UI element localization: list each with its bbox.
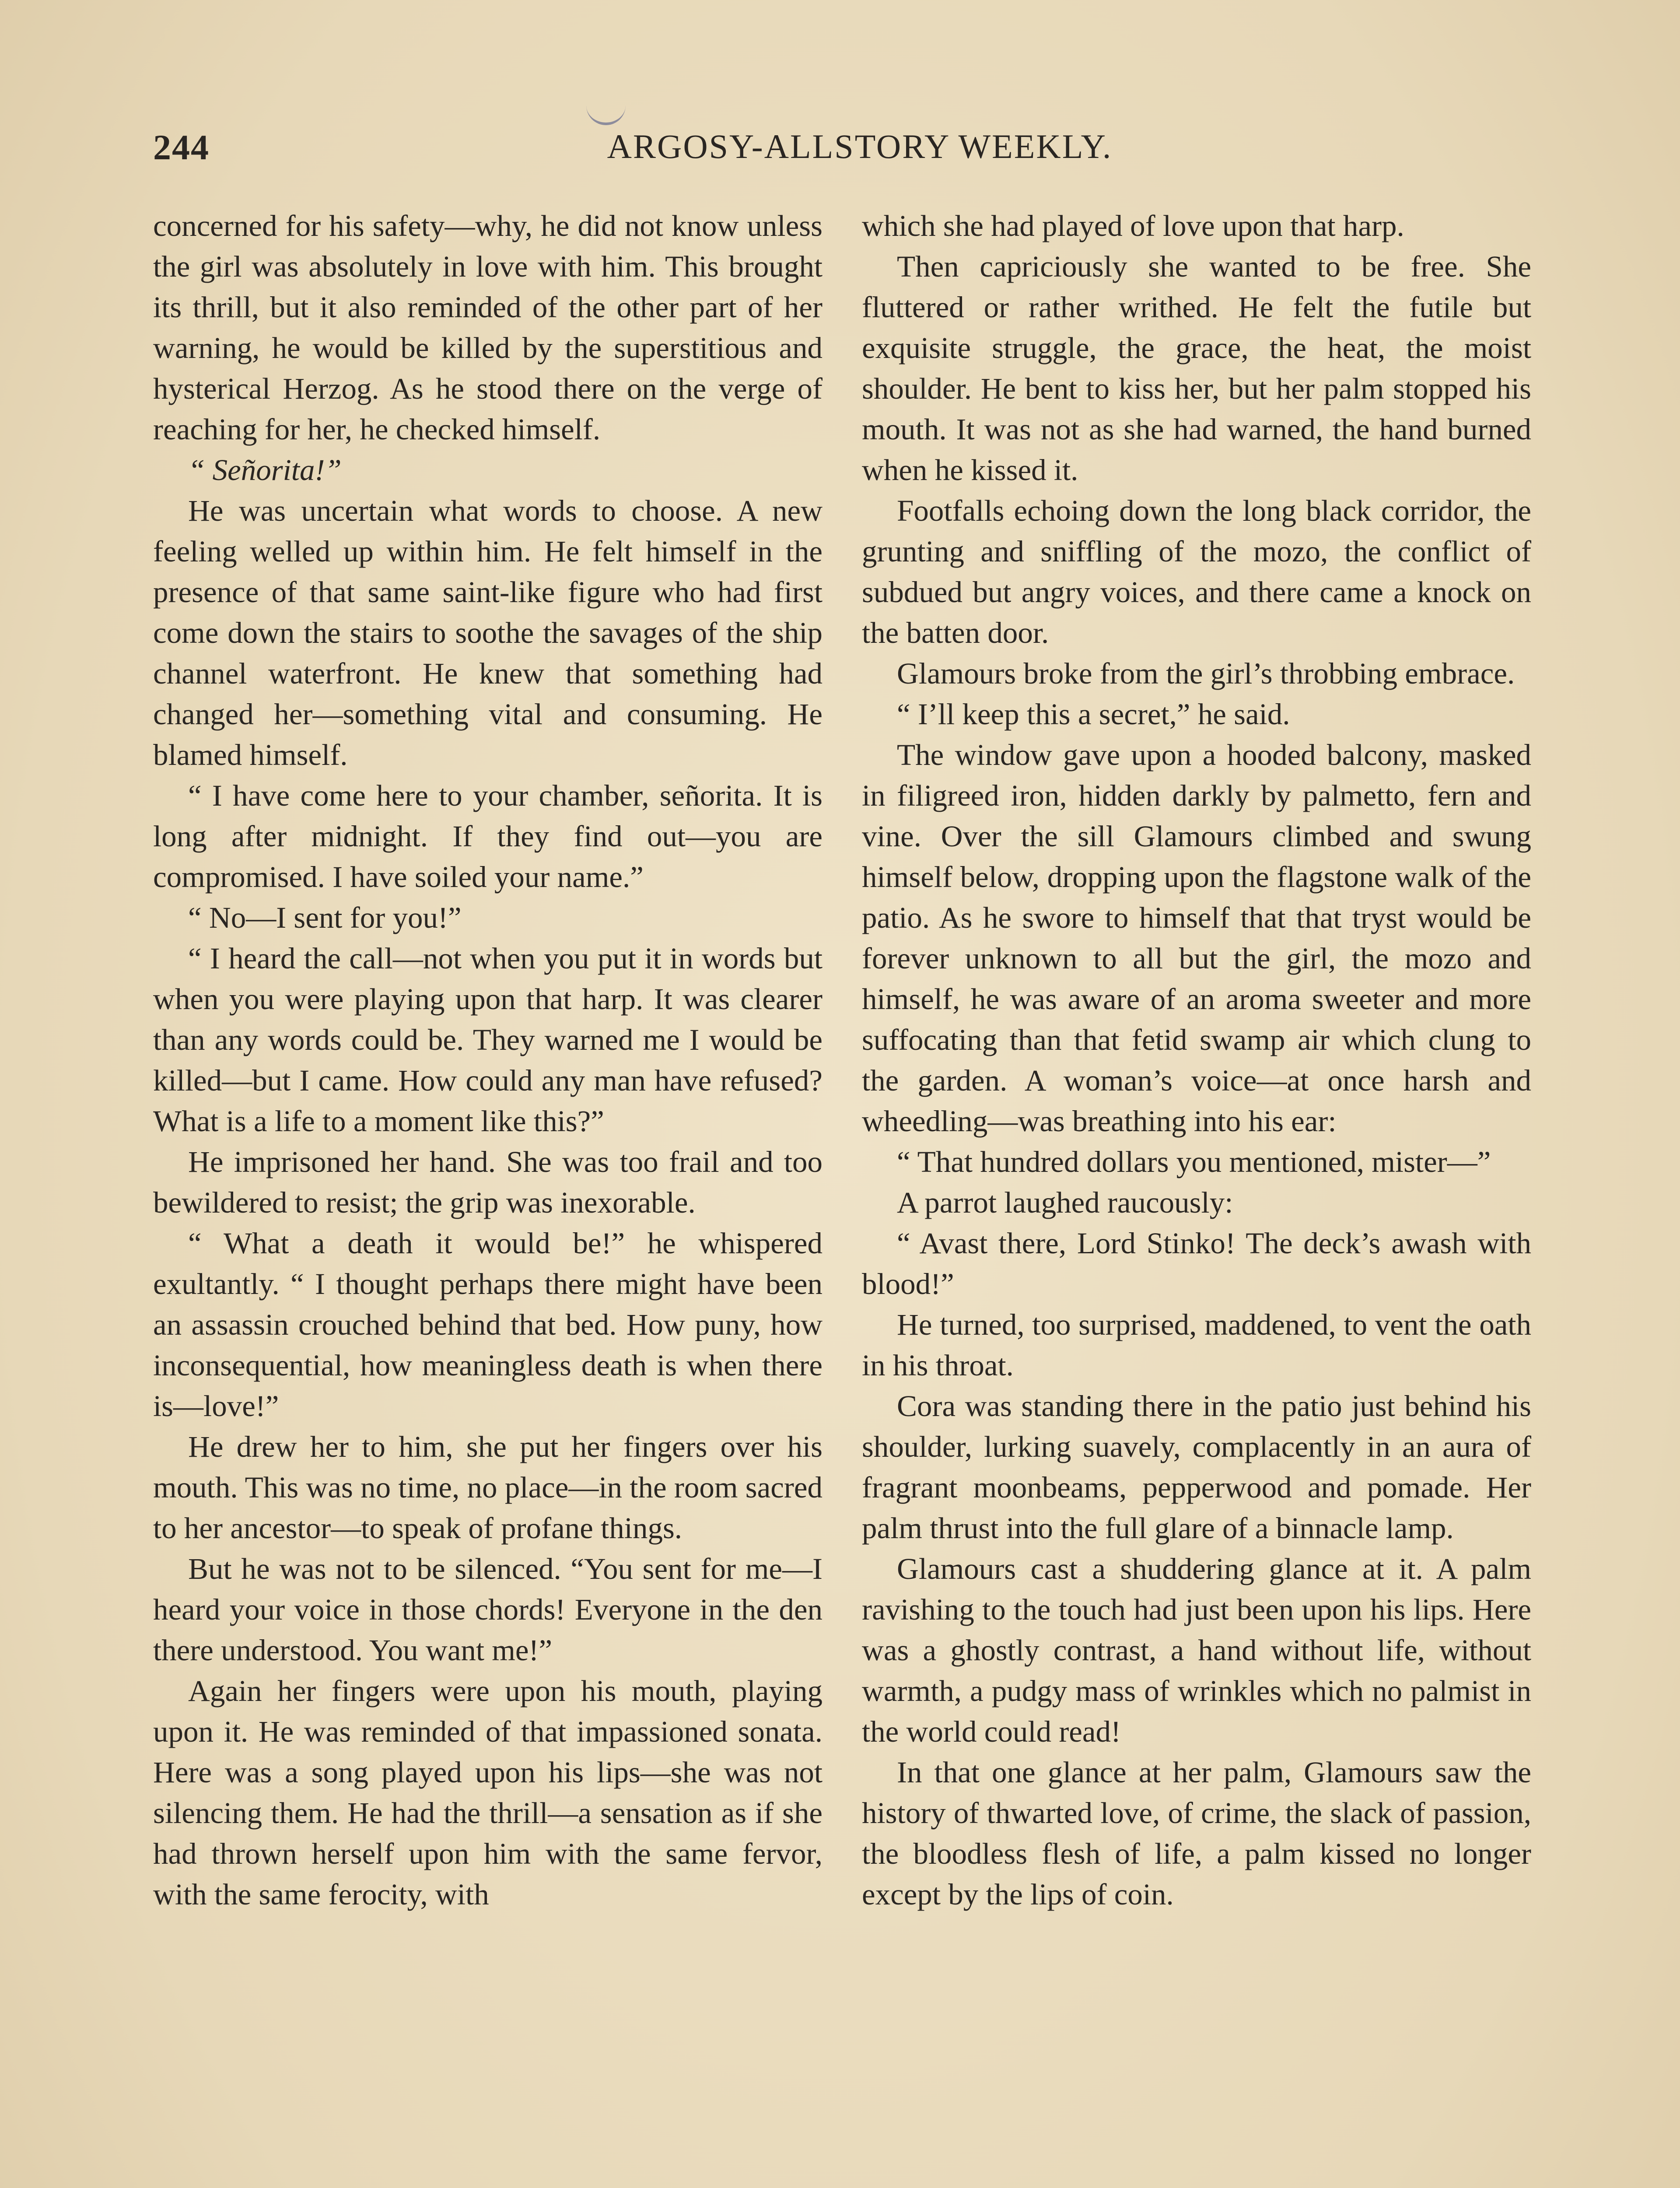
paragraph: “ Avast there, Lord Stinko! The deck’s awash with blood!” [862, 1227, 1531, 1301]
page-mark [586, 101, 626, 125]
paragraph: The window gave upon a hooded balcony, masked in filigreed iron, hidden darkly by palmetto, fern and vine. Over the sill Glamours climbed and swung himself below, dropping upon the flagstone walk of the patio. As he swore to himself that that tryst would be forever unknown to all but the girl, the mozo and himself, he was aware of an aroma sweeter and more suffocating than that fetid swamp air which clung to the garden. A woman’s voice—at once harsh and wheedling—was breathing into his ear: [862, 738, 1531, 1138]
left-column [153, 206, 822, 1915]
paragraph: He drew her to him, she put her fingers over his mouth. This was no time, no place—in the room sacred to her ancestor—to speak of profane things. [153, 1430, 822, 1545]
paragraph: But he was not to be silenced. “You sent for me—I heard your voice in those chords! Everyone in the den there understood. You want me!” [153, 1552, 822, 1667]
paragraph: Then capriciously she wanted to be free. She fluttered or rather writhed. He felt the futile but exquisite struggle, the grace, the heat, the moist shoulder. He bent to kiss her, but her palm stopped his mouth. It was not as she had warned, the hand burned when he kissed it. [862, 250, 1531, 487]
paragraph: He turned, too surprised, maddened, to vent the oath in his throat. [862, 1308, 1531, 1382]
paragraph: A parrot laughed raucously: [897, 1186, 1233, 1219]
paragraph: “ I heard the call—not when you put it in words but when you were playing upon that harp. It was clearer than any words could be. They warned me I would be killed—but I came. How could any man have refused? What is a life to a moment like this?” [153, 942, 822, 1138]
page-header [153, 127, 1566, 188]
paragraph: Again her fingers were upon his mouth, playing upon it. He was reminded of that impassioned sonata. Here was a song played upon his lips—she was not silencing them. He had the thrill—a sensation as if she had thrown herself upon him with the same fervor, with the same ferocity, with [153, 1674, 822, 1911]
page-number: 244 [153, 127, 210, 167]
paragraph: Glamours broke from the girl’s throbbing embrace. [897, 657, 1515, 690]
paragraph: In that one glance at her palm, Glamours saw the history of thwarted love, of crime, the slack of passion, the bloodless flesh of life, a palm kissed no longer except by the lips of coin. [862, 1756, 1531, 1911]
paragraph: Footfalls echoing down the long black corridor, the grunting and sniffling of the mozo, the conflict of subdued but angry voices, and there came a knock on the batten door. [862, 494, 1531, 649]
paragraph: “ Señorita!” [188, 453, 342, 487]
paragraph: He imprisoned her hand. She was too frail and too bewildered to resist; the grip was inexorable. [153, 1145, 822, 1219]
paragraph: “ I have come here to your chamber, señorita. It is long after midnight. If they find out—you are compromised. I have soiled your name.” [153, 779, 822, 894]
text-columns [153, 206, 1536, 2188]
paragraph: He was uncertain what words to choose. A new feeling welled up within him. He felt himself in the presence of that same saint-like figure who had first come down the stairs to soothe the savages of the ship channel waterfront. He knew that something had changed her—something vital and consuming. He blamed himself. [153, 494, 822, 771]
paragraph: Glamours cast a shuddering glance at it. A palm ravishing to the touch had just been upon his lips. Here was a ghostly contrast, a hand without life, without warmth, a pudgy mass of wrinkles which no palmist in the world could read! [862, 1552, 1531, 1748]
paragraph: “ I’ll keep this a secret,” he said. [897, 698, 1290, 731]
running-title: ARGOSY-ALLSTORY WEEKLY. [607, 127, 1113, 165]
paragraph: Cora was standing there in the patio just behind his shoulder, lurking suavely, complacently in an aura of fragrant moonbeams, pepperwood and pomade. Her palm thrust into the full glare of a binnacle lamp. [862, 1389, 1531, 1545]
paragraph: “ No—I sent for you!” [188, 901, 462, 934]
paragraph: “ What a death it would be!” he whispered exultantly. “ I thought perhaps there might have been an assassin crouched behind that bed. How puny, how inconsequential, how meaningless death is when there is—love!” [153, 1227, 822, 1423]
paragraph: which she had played of love upon that harp. [862, 209, 1404, 242]
paragraph: concerned for his safety—why, he did not know unless the girl was absolutely in love with him. This brought its thrill, but it also reminded of the other part of her warning, he would be killed by the superstitious and hysterical Herzog. As he stood there on the verge of reaching for her, he checked himself. [153, 209, 822, 446]
paragraph: “ That hundred dollars you mentioned, mister—” [897, 1145, 1491, 1178]
right-column [862, 206, 1531, 1915]
